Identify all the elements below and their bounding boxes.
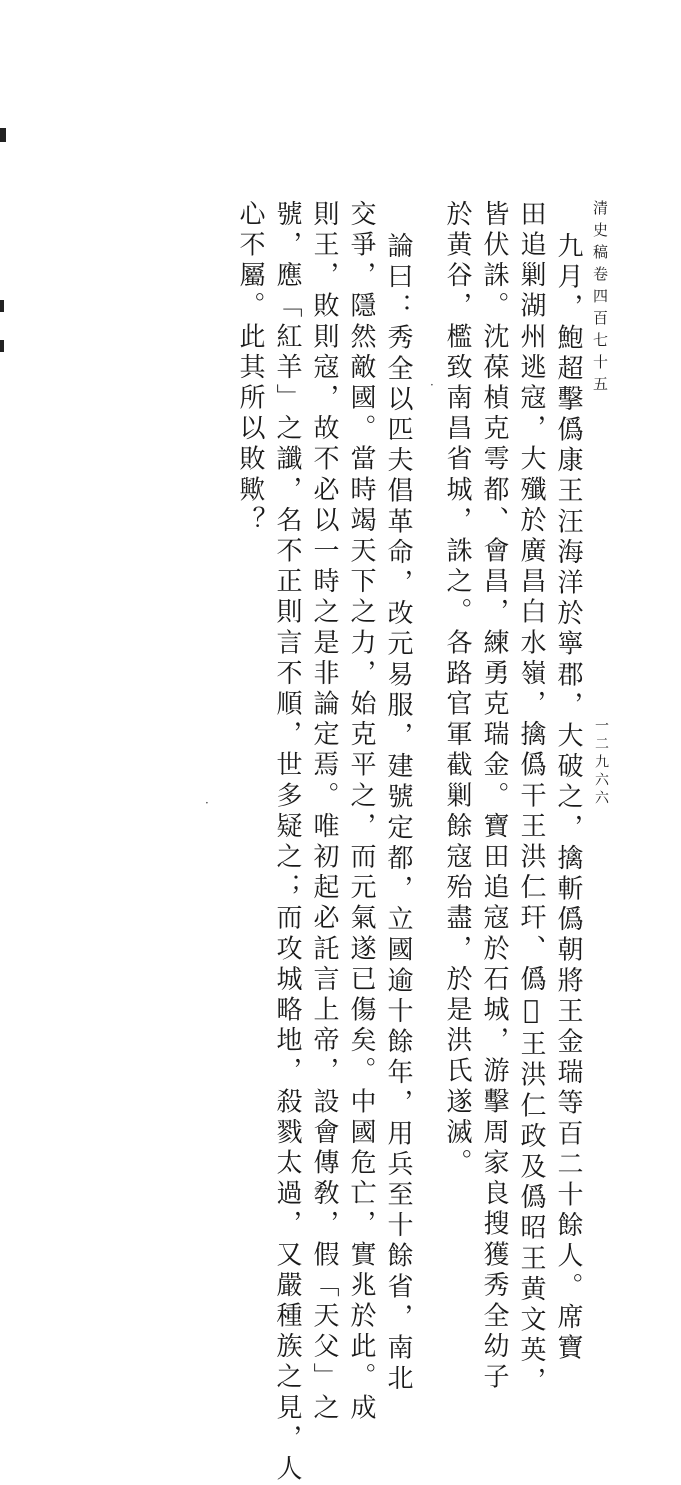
body-line: 皆伏誅。沈葆楨克雩都、會昌，練勇克瑞金。寶田追寇於石城，游擊周家良搜獲秀全幼子 — [479, 200, 509, 1394]
page-number: 一二九六六 — [593, 718, 609, 808]
body-line: 論曰：秀全以匹夫倡革命，改元易服，建號定都，立國逾十餘年，用兵至十餘省，南北 — [383, 232, 413, 1395]
body-line: 田追剿湖州逃寇，大殲於廣昌白水嶺，擒僞干王洪仁玕、僞𠇶王洪仁政及僞昭王黄文英， — [516, 200, 546, 1398]
scan-speck: · — [205, 796, 209, 810]
body-line: 於黄谷，檻致南昌省城，誅之。各路官軍截剿餘寇殆盡，於是洪氏遂滅。 — [442, 200, 472, 1180]
body-line: 九月，鮑超擊僞康王汪海洋於寧郡，大破之，擒斬僞朝將王金瑞等百二十餘人。席寶 — [553, 232, 583, 1365]
scan-edge-mark — [0, 340, 4, 352]
scan-speck: · — [430, 378, 434, 392]
running-title: 清史稿卷四百七十五 — [591, 200, 609, 398]
body-line: 號，應「紅羊」之讖，名不正則言不順，世多疑之；而攻城略地，殺戮太過，又嚴種族之見，人 — [272, 200, 302, 1485]
scan-edge-mark — [0, 128, 6, 142]
scan-edge-mark — [0, 300, 4, 312]
body-line: 則王，敗則寇，故不必以一時之是非論定焉。唯初起必託言上帝，設會傳敎，假「天父」之 — [309, 200, 339, 1424]
body-line: 交爭，隱然敵國。當時竭天下之力，始克平之，而元氣遂已傷矣。中國危亡，實兆於此。成 — [346, 200, 376, 1424]
body-line: 心不屬。此其所以敗歟？ — [235, 200, 265, 537]
